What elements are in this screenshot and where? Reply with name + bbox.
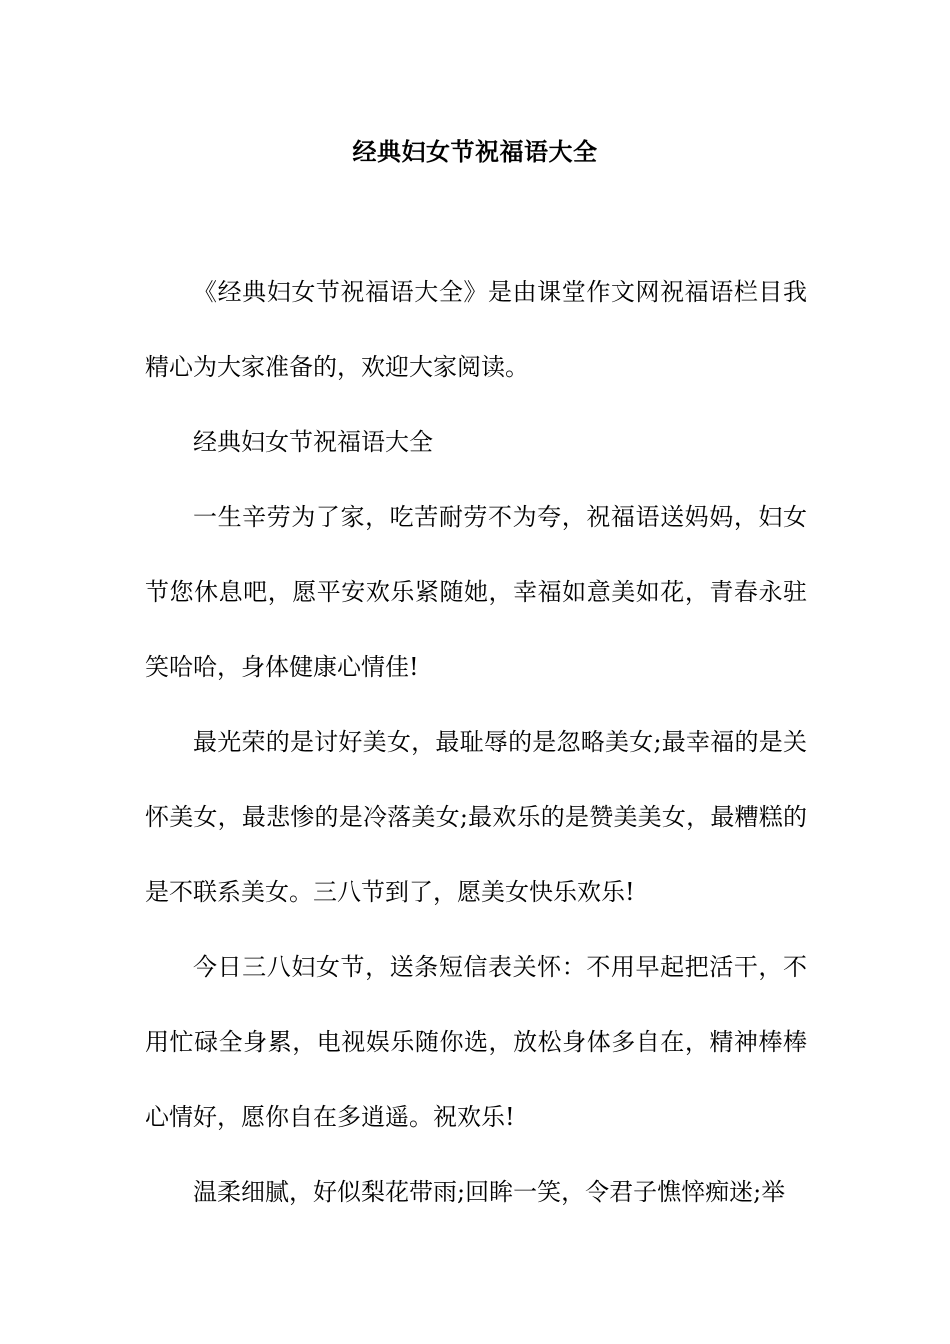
paragraph-blessing-1: 一生辛劳为了家，吃苦耐劳不为夸，祝福语送妈妈，妇女节您休息吧，愿平安欢乐紧随她，幸福如意美如花，青春永驻笑哈哈，身体健康心情佳! bbox=[145, 503, 807, 681]
paragraph-blessing-4: 温柔细腻，好似梨花带雨;回眸一笑，令君子憔悴痴迷;举 bbox=[193, 1178, 786, 1206]
document-body bbox=[145, 255, 807, 1230]
paragraph-blessing-2: 最光荣的是讨好美女，最耻辱的是忽略美女;最幸福的是关怀美女，最悲惨的是冷落美女;最欢乐的是赞美美女，最糟糕的是不联系美女。三八节到了，愿美女快乐欢乐! bbox=[145, 728, 807, 906]
paragraph-blessing-3: 今日三八妇女节，送条短信表关怀：不用早起把活干，不用忙碌全身累，电视娱乐随你选，放松身体多自在，精神棒棒心情好，愿你自在多逍遥。祝欢乐! bbox=[145, 953, 807, 1131]
paragraph-subtitle: 经典妇女节祝福语大全 bbox=[193, 428, 433, 456]
paragraph-intro: 《经典妇女节祝福语大全》是由课堂作文网祝福语栏目我精心为大家准备的，欢迎大家阅读。 bbox=[145, 278, 807, 381]
document-title: 经典妇女节祝福语大全 bbox=[352, 137, 598, 166]
